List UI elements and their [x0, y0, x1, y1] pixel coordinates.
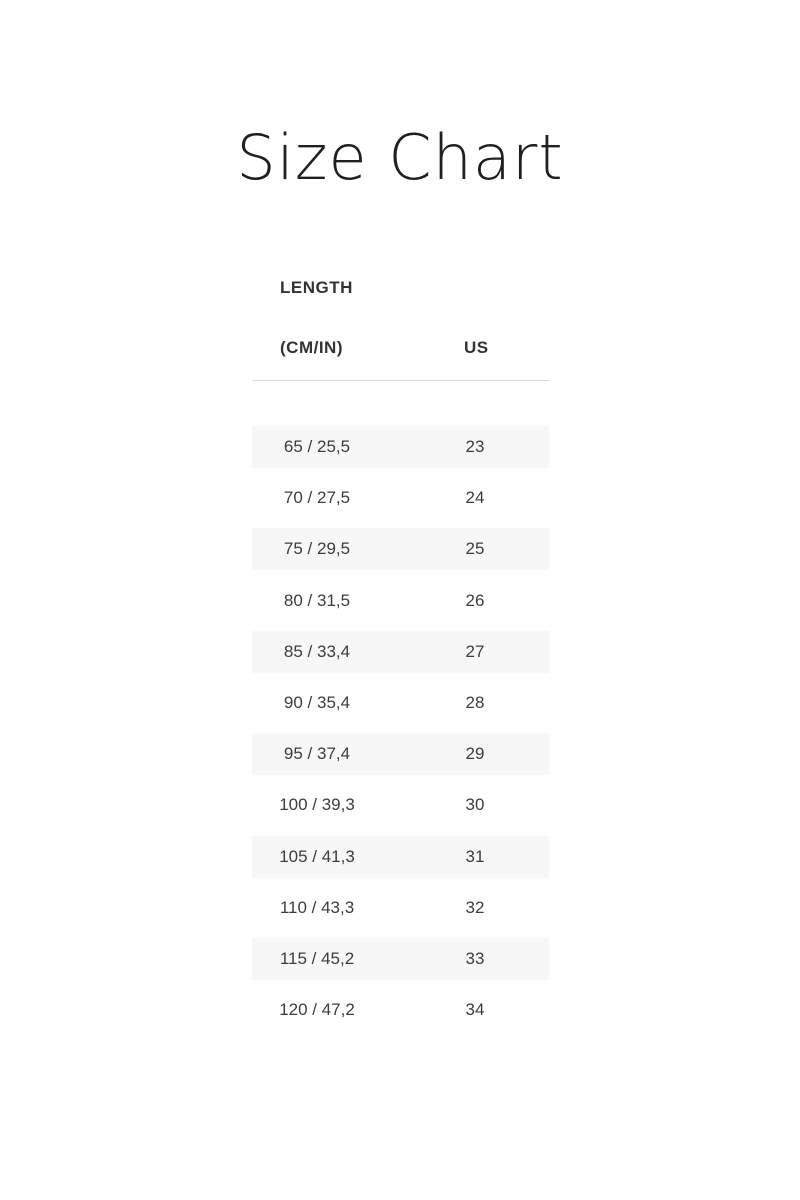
length-cell: 120 / 47,2 [279, 1000, 355, 1020]
table-row [252, 887, 549, 938]
us-size-cell: 29 [465, 744, 485, 764]
size-table [252, 262, 549, 1040]
length-cell: 100 / 39,3 [279, 795, 355, 815]
table-row [252, 784, 549, 835]
header-length-label: LENGTH [280, 278, 353, 297]
page-title: Size Chart [236, 121, 564, 194]
header-us-label: US [464, 338, 489, 357]
us-size-cell: 31 [465, 846, 485, 866]
length-cell: 65 / 25,5 [283, 437, 351, 456]
us-size-cell: 23 [465, 437, 485, 456]
us-size-cell: 24 [465, 488, 485, 508]
length-cell: 110 / 43,3 [279, 897, 355, 917]
length-cell: 80 / 31,5 [283, 590, 351, 610]
length-cell: 115 / 45,2 [279, 948, 355, 968]
us-size-cell: 32 [465, 897, 485, 917]
us-size-cell: 34 [465, 1000, 485, 1020]
table-row [252, 477, 549, 528]
header-length-unit-label: (CM/IN) [280, 338, 343, 357]
us-size-cell: 25 [465, 539, 485, 559]
table-row [252, 682, 549, 733]
table-row [252, 989, 549, 1040]
table-row [252, 580, 549, 631]
table-row [252, 528, 549, 579]
us-size-cell: 33 [465, 948, 485, 968]
us-size-cell: 27 [465, 641, 485, 661]
length-cell: 90 / 35,4 [283, 692, 351, 712]
length-cell: 70 / 27,5 [283, 488, 351, 508]
table-row [252, 938, 549, 989]
table-header [252, 262, 549, 381]
length-cell: 95 / 37,4 [283, 744, 351, 764]
table-row [252, 733, 549, 784]
us-size-cell: 30 [465, 795, 485, 815]
length-cell: 75 / 29,5 [283, 539, 351, 559]
table-row [252, 836, 549, 887]
table-row [252, 631, 549, 682]
table-spacer [252, 381, 549, 426]
us-size-cell: 28 [465, 692, 485, 712]
table-body [252, 426, 549, 1040]
table-row [252, 426, 549, 477]
length-cell: 85 / 33,4 [283, 641, 351, 661]
us-size-cell: 26 [465, 590, 485, 610]
length-cell: 105 / 41,3 [279, 846, 355, 866]
